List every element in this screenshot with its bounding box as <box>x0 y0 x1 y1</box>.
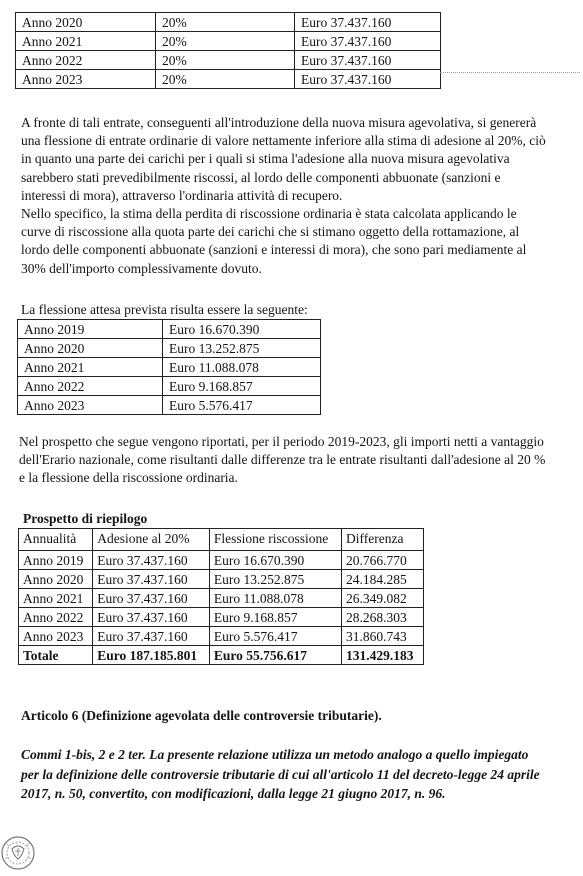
table-total-row <box>19 646 424 665</box>
table-cell: Anno 2022 <box>19 608 93 627</box>
article-heading: Articolo 6 (Definizione agevolata delle controversie tributarie). <box>21 708 382 723</box>
table-row <box>19 608 424 627</box>
table-row <box>19 627 424 646</box>
summary-title: Prospetto di riepilogo <box>23 511 148 526</box>
table-cell: 20.766.770 <box>342 551 424 570</box>
text-line: e la flessione della riscossione ordinaria. <box>19 470 238 486</box>
text-line: 30% dell'importo complessivamente dovuto. <box>21 260 262 276</box>
table-cell: Anno 2019 <box>18 320 163 339</box>
table-row <box>19 551 424 570</box>
summary-table <box>18 528 424 665</box>
table-cell: Euro 37.437.160 <box>295 51 441 70</box>
table-cell: 20% <box>156 70 295 89</box>
text-line: Nello specifico, la stima della perdita di riscossione ordinaria è stata calcolata applicando le <box>21 206 517 222</box>
table-row <box>16 70 441 89</box>
text-line: Nel prospetto che segue vengono riportati, per il periodo 2019-2023, gli importi netti a vantaggio <box>19 434 544 449</box>
seal-stamp-icon <box>0 829 40 873</box>
paragraph-summary-intro <box>19 433 575 488</box>
table-cell: 20% <box>156 51 295 70</box>
table-cell: 26.349.082 <box>342 589 424 608</box>
revenue-table-body <box>16 13 441 89</box>
table-cell: Anno 2021 <box>19 589 93 608</box>
table-row <box>16 13 441 32</box>
text-line: interessi di mora), attraverso l'ordinaria attività di recupero. <box>21 187 343 203</box>
table-cell: 31.860.743 <box>342 627 424 646</box>
table-cell: Euro 9.168.857 <box>163 377 321 396</box>
table-header-row <box>19 529 424 551</box>
table-row <box>16 51 441 70</box>
total-cell: Euro 187.185.801 <box>93 646 210 665</box>
table-cell: Euro 37.437.160 <box>295 13 441 32</box>
table-cell: Euro 37.437.160 <box>93 608 210 627</box>
table-cell: Euro 37.437.160 <box>93 589 210 608</box>
table-row <box>19 589 424 608</box>
table-cell: Euro 16.670.390 <box>209 551 341 570</box>
text-line: Commi 1-bis, 2 e 2 ter. La presente relazione utilizza un metodo analogo a quello impiegato <box>21 747 529 762</box>
text-line: dell'Erario nazionale, come risultanti dalle differenze tra le entrate risultanti dall'adesione al 20 % <box>19 452 546 468</box>
paragraph-revenue-flexion <box>21 114 571 278</box>
text-line: A fronte di tali entrate, conseguenti all'introduzione della nuova misura agevolativa, si genererà <box>21 115 537 130</box>
column-header: Adesione al 20% <box>93 529 210 551</box>
table-cell: Euro 37.437.160 <box>93 551 210 570</box>
table-cell: Anno 2023 <box>16 70 156 89</box>
table-cell: Anno 2020 <box>16 13 156 32</box>
table-cell: Anno 2022 <box>18 377 163 396</box>
column-header: Differenza <box>342 529 424 551</box>
table-cell: Euro 16.670.390 <box>163 320 321 339</box>
column-header: Annualità <box>19 529 93 551</box>
commi-paragraph <box>21 745 571 804</box>
table-cell: Anno 2022 <box>16 51 156 70</box>
column-header: Flessione riscossione <box>209 529 341 551</box>
table-cell: Euro 37.437.160 <box>295 32 441 51</box>
table-cell: Anno 2021 <box>18 358 163 377</box>
table-cell: Euro 5.576.417 <box>209 627 341 646</box>
table-cell: 20% <box>156 13 295 32</box>
table-row <box>18 320 321 339</box>
text-line: sarebbero stati prevedibilmente riscossi, al lordo delle componenti abbuonate (sanzioni e <box>21 169 501 185</box>
text-line: in quanto una parte dei carichi per i quali si stima l'adesione alla nuova misura agevolativa <box>21 151 510 167</box>
table-cell: Euro 9.168.857 <box>209 608 341 627</box>
table-row <box>18 339 321 358</box>
table-cell: Euro 11.088.078 <box>209 589 341 608</box>
flexion-intro-text: La flessione attesa prevista risulta essere la seguente: <box>21 302 308 317</box>
table-row <box>18 358 321 377</box>
table-row <box>18 377 321 396</box>
scan-artifact-line <box>440 72 580 75</box>
total-cell: Euro 55.756.617 <box>209 646 341 665</box>
table-cell: Euro 13.252.875 <box>163 339 321 358</box>
table-cell: 28.268.303 <box>342 608 424 627</box>
table-cell: Anno 2023 <box>19 627 93 646</box>
text-line: lordo delle componenti abbuonate (sanzioni e interessi di mora), che sono pari mediamente al <box>21 242 527 258</box>
text-line: una flessione di entrate ordinarie di valore nettamente inferiore alla stima di adesione al 20%, ciò <box>21 133 546 149</box>
table-cell: Euro 13.252.875 <box>209 570 341 589</box>
summary-table-body <box>19 529 424 665</box>
text-line: per la definizione delle controversie tributarie di cui all'articolo 11 del decreto-legge 24 aprile <box>21 766 540 782</box>
table-cell: Euro 37.437.160 <box>93 627 210 646</box>
table-cell: Anno 2020 <box>18 339 163 358</box>
flexion-table <box>17 319 321 415</box>
table-cell: Anno 2019 <box>19 551 93 570</box>
table-cell: Euro 11.088.078 <box>163 358 321 377</box>
table-cell: Anno 2020 <box>19 570 93 589</box>
total-cell: 131.429.183 <box>342 646 424 665</box>
table-cell: Euro 5.576.417 <box>163 396 321 415</box>
table-cell: Euro 37.437.160 <box>93 570 210 589</box>
table-row <box>18 396 321 415</box>
text-line: curve di riscossione alla quota parte dei carichi che si stimano oggetto della rottamazione, al <box>21 224 520 240</box>
table-row <box>16 32 441 51</box>
table-cell: Anno 2021 <box>16 32 156 51</box>
table-cell: 24.184.285 <box>342 570 424 589</box>
revenue-table <box>15 12 441 89</box>
table-cell: Anno 2023 <box>18 396 163 415</box>
table-cell: Euro 37.437.160 <box>295 70 441 89</box>
text-line: 2017, n. 50, convertito, con modificazioni, dalla legge 21 giugno 2017, n. 96. <box>21 786 446 801</box>
table-row <box>19 570 424 589</box>
table-cell: 20% <box>156 32 295 51</box>
flexion-table-body <box>18 320 321 415</box>
total-label: Totale <box>19 646 93 665</box>
